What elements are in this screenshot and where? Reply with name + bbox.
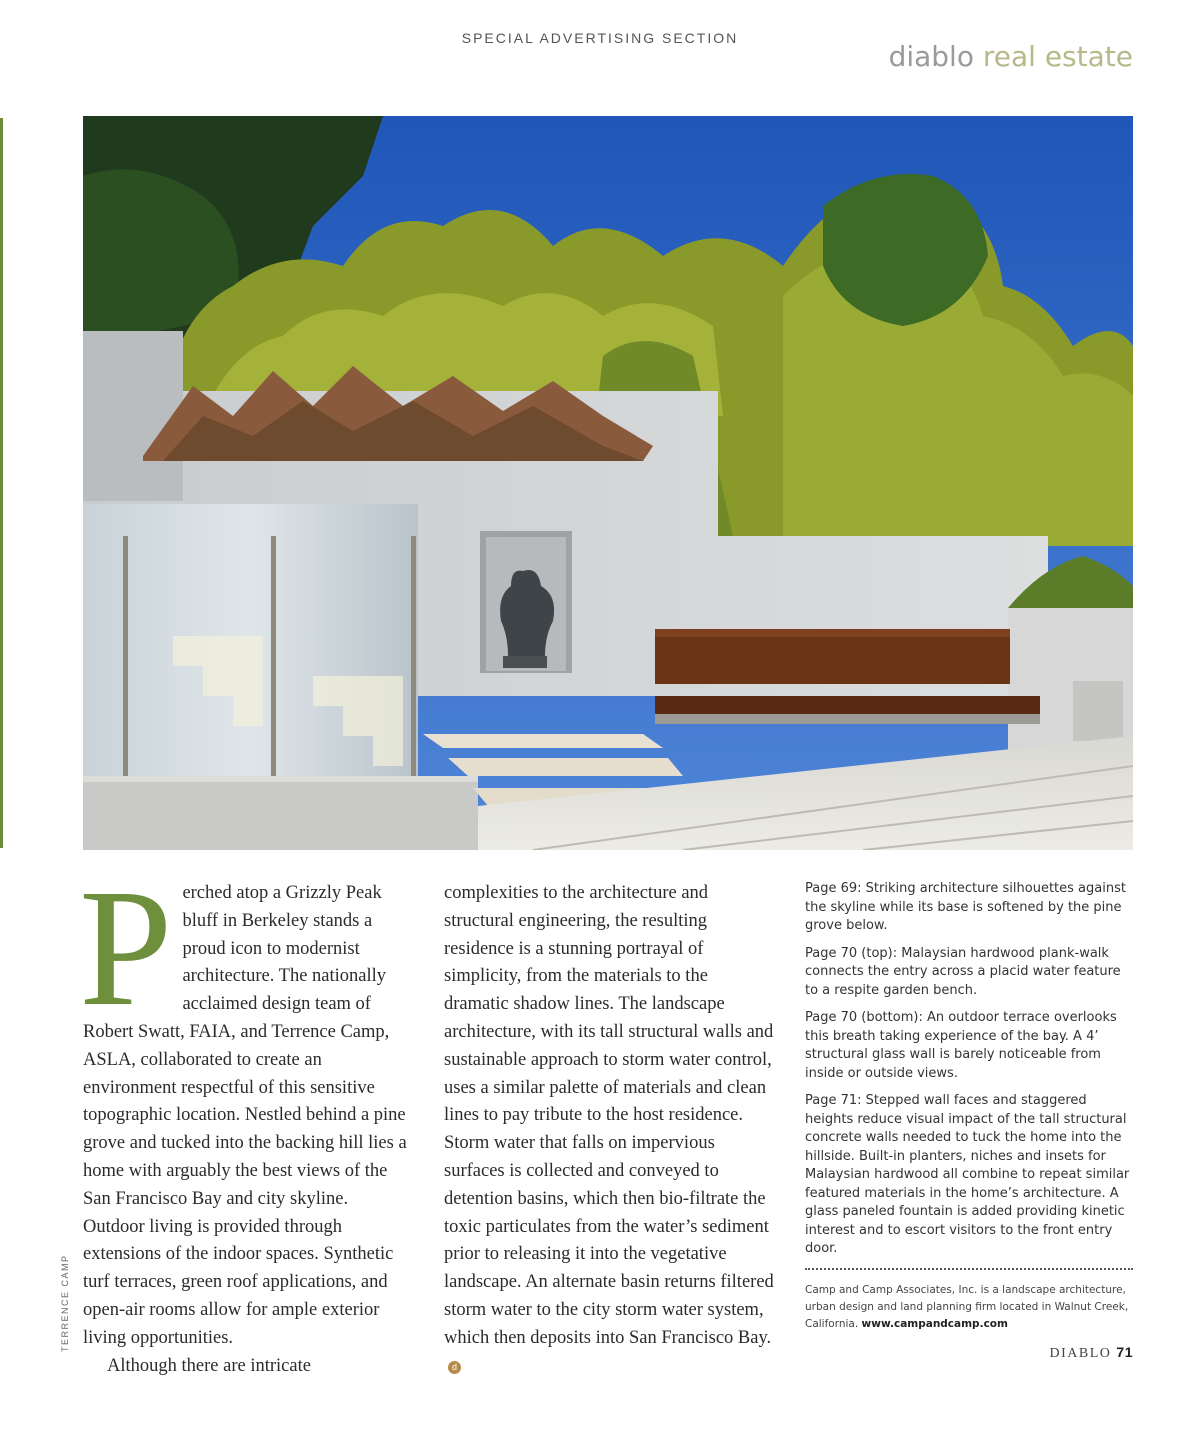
firm-credit (805, 1282, 1133, 1333)
photo-captions (805, 880, 1133, 1268)
brand-part-real-estate: real estate (973, 40, 1133, 73)
dotted-divider (805, 1268, 1133, 1270)
caption-page-71: Page 71: Stepped wall faces and staggered heights reduce visual impact of the tall structural concrete walls needed to tuck the home into the hillside. Built-in planters, niches and insets for Malaysian hardwood all combine to repeat similar featured materials in the home’s architecture. A glass paneled fountain is added providing kinetic interest and to escort visitors to the front entry door. (805, 1093, 1130, 1256)
brand-logo (889, 40, 1133, 73)
page-edge-bar (0, 118, 3, 848)
page-folio (1050, 1344, 1133, 1362)
hero-photo (83, 116, 1133, 850)
article-body-part-3: complexities to the architecture and structural engineering, the resulting residence is a stunning portrayal of simplicity, from the materials to the dramatic shadow lines. The landscape architecture, with its tall structural walls and sustainable approach to storm water control, uses a similar palette of materials and clean lines to pay tribute to the host residence. Storm water that falls on impervious surfaces is collected and conveyed to detention basins, which then bio-filtrate the toxic particulates from the water’s sediment prior to releasing it into the vegetative landscape. An alternate basin returns filtered storm water to the city storm water system, which then deposits into San Francisco Bay. (444, 883, 774, 1348)
page-number: 71 (1116, 1344, 1133, 1360)
dropcap: P (79, 855, 173, 1041)
end-mark-icon: d (448, 1361, 461, 1374)
caption-page-69: Page 69: Striking architecture silhouettes against the skyline while its base is softened by the pine grove below. (805, 881, 1126, 933)
garden-photo-illustration (83, 116, 1133, 850)
folio-label: DIABLO (1049, 1346, 1112, 1361)
article-column-1 (79, 855, 413, 1380)
article-body-part-2: Although there are intricate (107, 1355, 311, 1376)
brand-part-diablo: diablo (888, 40, 974, 73)
firm-credit-text: Camp and Camp Associates, Inc. is a landscape architecture, urban design and land planning firm located in Walnut Creek, California. (805, 1284, 1129, 1330)
article-column-2 (444, 880, 774, 1380)
caption-page-70-top: Page 70 (top): Malaysian hardwood plank-walk connects the entry across a placid water feature to a respite garden bench. (805, 945, 1121, 998)
article-body-part-1: erched atop a Grizzly Peak bluff in Berkeley stands a proud icon to modernist architecture. The nationally acclaimed design team of Robert Swatt, FAIA, and Terrence Camp, ASLA, collaborated to create an environment respectful of this sensitive topographic location. Nestled behind a pine grove and tucked into the backing hill lies a home with arguably the best views of the San Francisco Bay and city skyline. Outdoor living is provided through extensions of the indoor spaces. Synthetic turf terraces, green roof applications, and open-air rooms allow for ample exterior living opportunities. (83, 883, 407, 1348)
caption-page-70-bottom: Page 70 (bottom): An outdoor terrace overlooks this breath taking experience of the bay. A 4’ structural glass wall is barely noticeable from inside or outside views. (805, 1010, 1117, 1081)
photo-credit: TERRENCE CAMP (60, 1254, 70, 1352)
firm-website-link[interactable]: www.campandcamp.com (861, 1318, 1008, 1330)
section-label: SPECIAL ADVERTISING SECTION (461, 30, 739, 46)
